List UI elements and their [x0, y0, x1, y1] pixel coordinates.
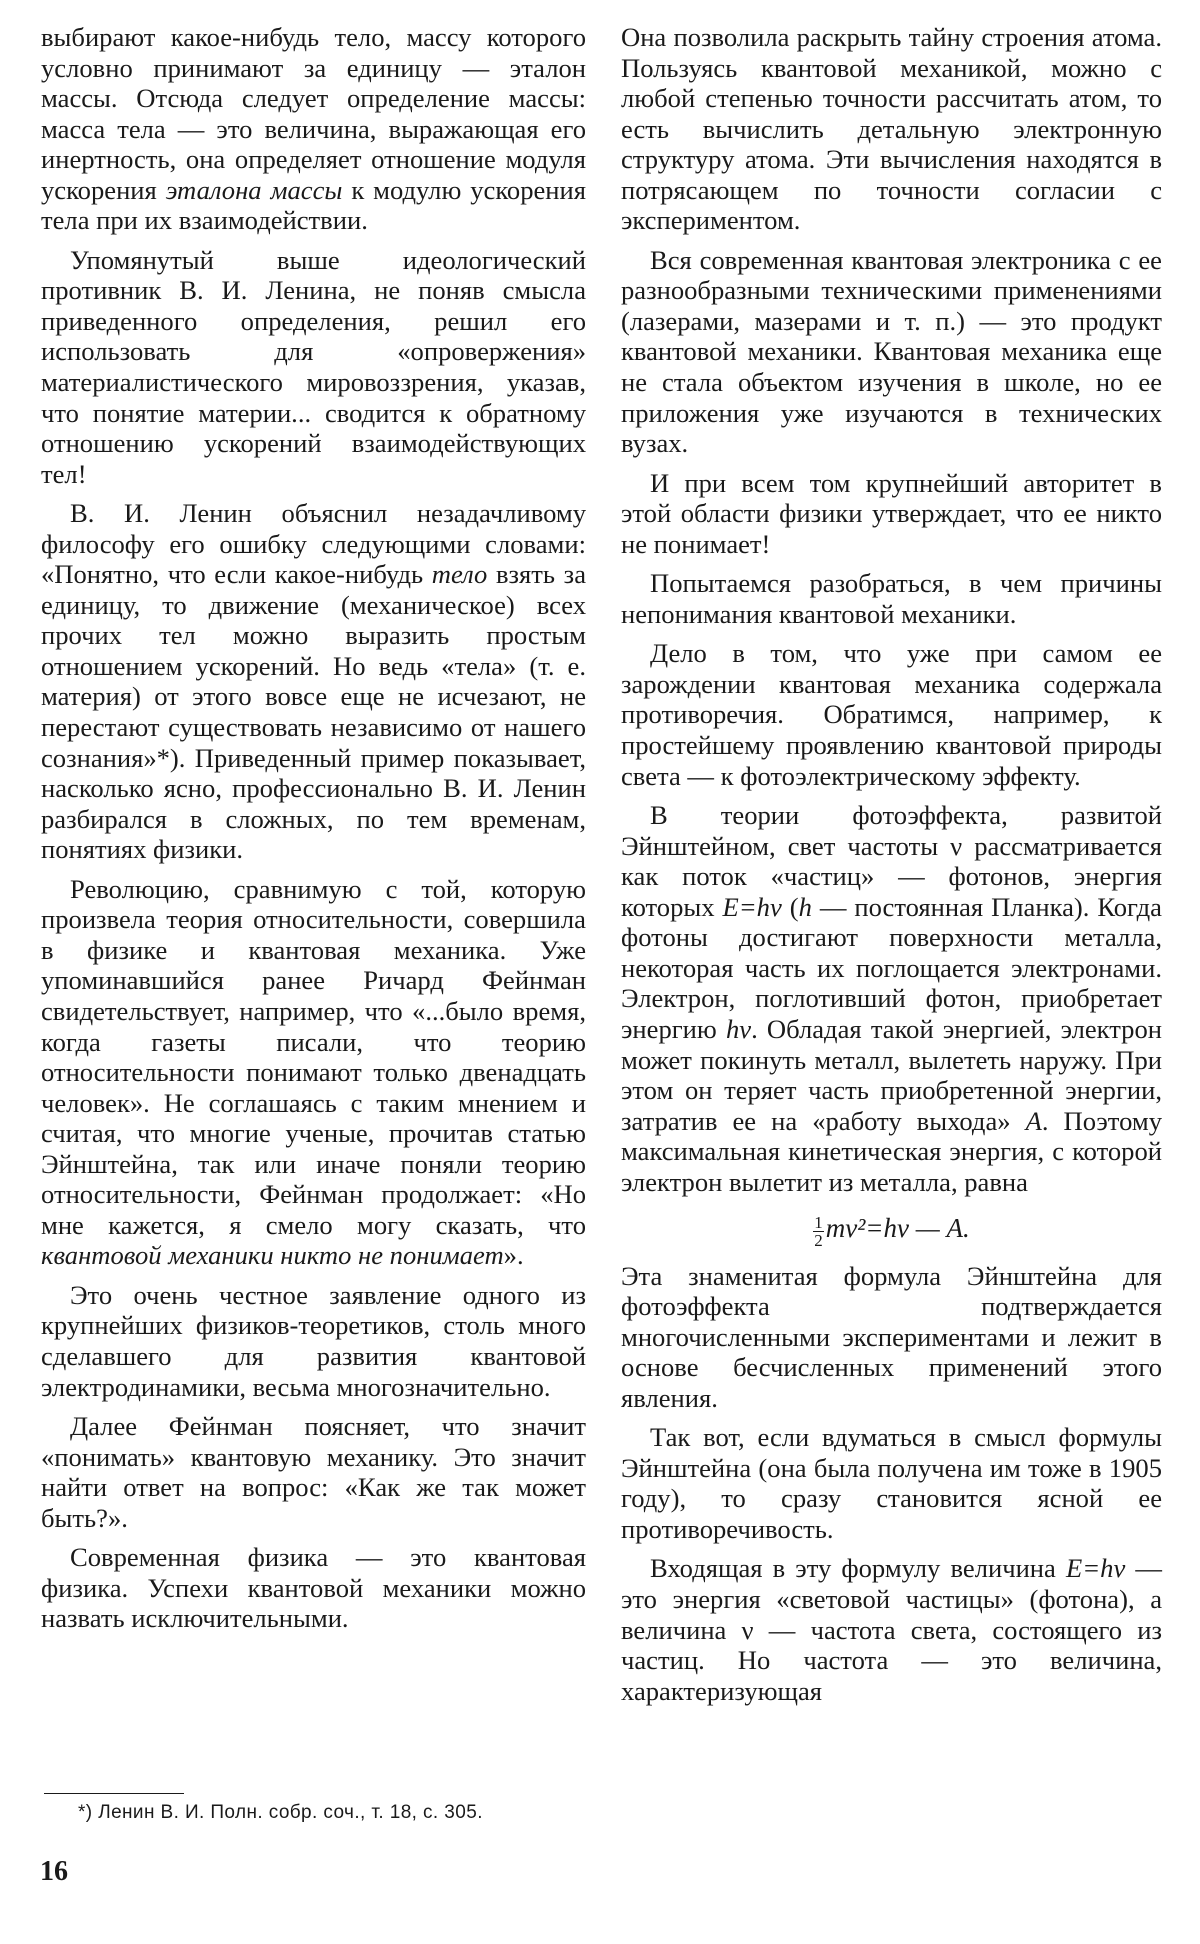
paragraph-text: к модулю ускорения тела при их взаимодействии.: [41, 174, 586, 236]
paragraph-text: ».: [503, 1240, 524, 1271]
footnote: *) Ленин В. И. Полн. собр. соч., т. 18, с. 305.: [78, 1802, 483, 1823]
paragraph: [41, 874, 586, 1271]
paragraph-text: взять за единицу, то движение (механическое) всех прочих тел можно выразить простым отношением ускорений. Но ведь «тела» (т. е. материя) от этого вовсе еще не исчезают, не перестают существовать независимо от нашего сознания»*). Приведенный пример показывает, насколько ясно, профессионально В. И. Ленин разбирался в сложных, по тем временам, понятиях физики.: [41, 559, 586, 865]
fraction-denominator: 2: [814, 1230, 823, 1250]
paragraph: Попытаемся разобраться, в чем причины непонимания квантовой механики.: [621, 568, 1162, 629]
paragraph-text: В. И. Ленин объяснил незадачливому философу его ошибку следующими словами: «Понятно, что если какое-нибудь: [41, 498, 586, 590]
paragraph: И при всем том крупнейший авторитет в этой области физики утверждает, что ее никто не понимает!: [621, 467, 1162, 559]
paragraph: Далее Фейнман поясняет, что значит «понимать» квантовую механику. Это значит найти ответ на вопрос: «Как же так может быть?».: [41, 1411, 586, 1533]
paragraph: [41, 498, 586, 865]
paragraph: Вся современная квантовая электроника с ее разнообразными техническими применениями (лазерами, мазерами и т. п.) — это продукт квантовой механики. Квантовая механика еще не стала объектом изучения в школе, но ее приложения уже изучаются в технических вузах.: [621, 244, 1162, 459]
right-column: [621, 22, 1162, 1715]
paragraph: [41, 22, 586, 236]
paragraph-text: Входящая в эту формулу величина: [650, 1553, 1066, 1584]
paragraph: Дело в том, что уже при самом ее зарождении квантовая механика содержала противоречия. Обратимся, например, к простейшему проявлению квантовой природы света — к фотоэлектрическому эффекту.: [621, 638, 1162, 791]
paragraph-text: . Поэтому максимальная кинетическая энергия, с которой электрон вылетит из металла, равна: [621, 1105, 1162, 1197]
paragraph-text: Революцию, сравнимую с той, которую произвела теория относительности, совершила в физике и квантовая механика. Уже упоминавшийся ранее Ричард Фейнман свидетельствует, например, что «...было время, когда газеты писали, что теорию относительности понимают только двенадцать человек». Не соглашаясь с таким мнением и считая, что многие ученые, прочитав статью Эйнштейна, так или иначе поняли теорию относительности, Фейнман продолжает: «Но мне кажется, я смело могу сказать, что: [41, 873, 586, 1240]
inline-formula: h: [798, 891, 812, 922]
paragraph: [621, 1553, 1162, 1706]
paragraph-text: В теории фотоэффекта, развитой Эйнштейном, свет частоты ν рассматривается как поток «частиц» — фотонов, энергия которых: [621, 800, 1162, 922]
fraction-numerator: 1: [814, 1212, 823, 1232]
inline-formula: E=hν: [1065, 1553, 1126, 1584]
paragraph: Упомянутый выше идеологический противник В. И. Ленина, не поняв смысла приведенного определения, решил его использовать для «опровержения» материалистического мировоззрения, указав, что понятие материи... сводится к обратному отношению ускорений взаимодействующих тел!: [41, 244, 586, 489]
left-column: [41, 22, 586, 1643]
italic-text: квантовой механики никто не понимает: [41, 1240, 504, 1271]
paragraph: [621, 800, 1162, 1197]
inline-formula: A: [1025, 1105, 1042, 1136]
paragraph-text: — это энергия «световой частицы» (фотона), а величина ν — частота света, состоящего из частиц. Но частота — это величина, характеризующая: [621, 1553, 1162, 1706]
italic-text: эталона массы: [165, 174, 343, 205]
inline-formula: hν: [725, 1013, 752, 1044]
display-formula: [621, 1211, 1162, 1248]
paragraph-text: выбирают какое-нибудь тело, массу которого условно принимают за единицу — эталон массы. Отсюда следует определение массы: масса тела — это величина, выражающая его инертность, она определяет отношение модуля ускорения: [41, 22, 586, 205]
formula-body: mv²=hν — A.: [825, 1213, 970, 1244]
paragraph: Эта знаменитая формула Эйнштейна для фотоэффекта подтверждается многочисленными экспериментами и лежит в основе бесчисленных применений этого явления.: [621, 1260, 1162, 1413]
paragraph: Так вот, если вдуматься в смысл формулы Эйнштейна (она была получена им тоже в 1905 году), то сразу становится ясной ее противоречивость.: [621, 1422, 1162, 1544]
footnote-divider: [44, 1793, 184, 1794]
paragraph-text: (: [781, 891, 799, 922]
paragraph: Это очень честное заявление одного из крупнейших физиков-теоретиков, столь много сделавшего для развития квантовой электродинамики, весьма многозначительно.: [41, 1279, 586, 1402]
italic-text: тело: [431, 559, 488, 590]
paragraph-text: . Обладая такой энергией, электрон может покинуть металл, вылететь наружу. При этом он теряет часть приобретенной энергии, затратив ее на «работу выхода»: [621, 1013, 1162, 1136]
inline-formula: E=hν: [722, 891, 782, 922]
paragraph-text: — постоянная Планка). Когда фотоны достигают поверхности металла, некоторая часть их поглощается электронами. Электрон, поглотивший фотон, приобретает энергию: [621, 891, 1162, 1044]
paragraph: Современная физика — это квантовая физика. Успехи квантовой механики можно назвать исключительными.: [41, 1542, 586, 1634]
fraction: [813, 1214, 824, 1249]
page-number: 16: [40, 1856, 68, 1887]
paragraph: Она позволила раскрыть тайну строения атома. Пользуясь квантовой механикой, можно с любой степенью точности рассчитать атом, то есть вычислить детальную электронную структуру атома. Эти вычисления находятся в потрясающем по точности согласии с экспериментом.: [621, 22, 1162, 236]
